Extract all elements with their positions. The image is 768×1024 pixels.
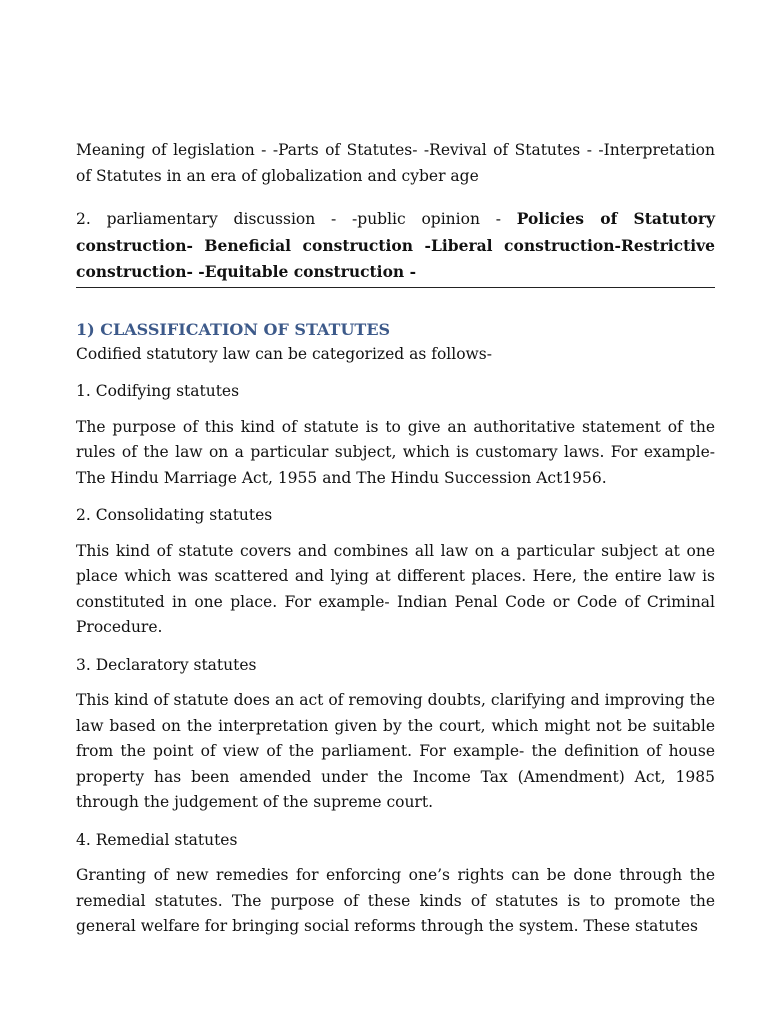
item-title-consolidating: 2. Consolidating statutes xyxy=(76,506,273,524)
intro-paragraph-2-bold: Policies of Statutory construction- Beneficial construction -Liberal construction-Restrictive construction- -Equitable construction - xyxy=(76,209,715,281)
item-body-codifying: The purpose of this kind of statute is to give an authoritative statement of the rules of the law on a particular subject, which is customary laws. For example- The Hindu Marriage Act, 1955 and The Hindu Succession Act1956. xyxy=(76,417,715,487)
document-page xyxy=(76,138,715,952)
item-title-declaratory: 3. Declaratory statutes xyxy=(76,655,257,674)
section-heading: 1) CLASSIFICATION OF STATUTES xyxy=(76,319,391,339)
intro-paragraph-2-plain: 2. parliamentary discussion - -public opinion - xyxy=(76,210,517,228)
intro-paragraph-2 xyxy=(76,206,715,288)
item-body-declaratory: This kind of statute does an act of removing doubts, clarifying and improving the law based on the interpretation given by the court, which might not be suitable from the point of view of the parliament. For example- the definition of house property has been amended under the Income Tax (Amendment) Act, 1985 through the judgement of the supreme court. xyxy=(76,691,715,811)
item-title-codifying: 1. Codifying statutes xyxy=(76,382,240,400)
item-body-consolidating: This kind of statute covers and combines all law on a particular subject at one place which was scattered and lying at different places. Here, the entire law is constituted in one place. For example- Indian Penal Code or Code of Criminal Procedure. xyxy=(76,541,715,636)
intro-paragraph-1: Meaning of legislation - -Parts of Statutes- -Revival of Statutes - -Interpretation of Statutes in an era of globalization and cyber age xyxy=(76,141,715,185)
section-lead: Codified statutory law can be categorized as follows- xyxy=(76,344,492,363)
item-title-remedial: 4. Remedial statutes xyxy=(76,830,238,849)
item-body-remedial: Granting of new remedies for enforcing one’s rights can be done through the remedial statutes. The purpose of these kinds of statutes is to promote the general welfare for bringing social reforms through the system. These statutes xyxy=(76,866,715,935)
